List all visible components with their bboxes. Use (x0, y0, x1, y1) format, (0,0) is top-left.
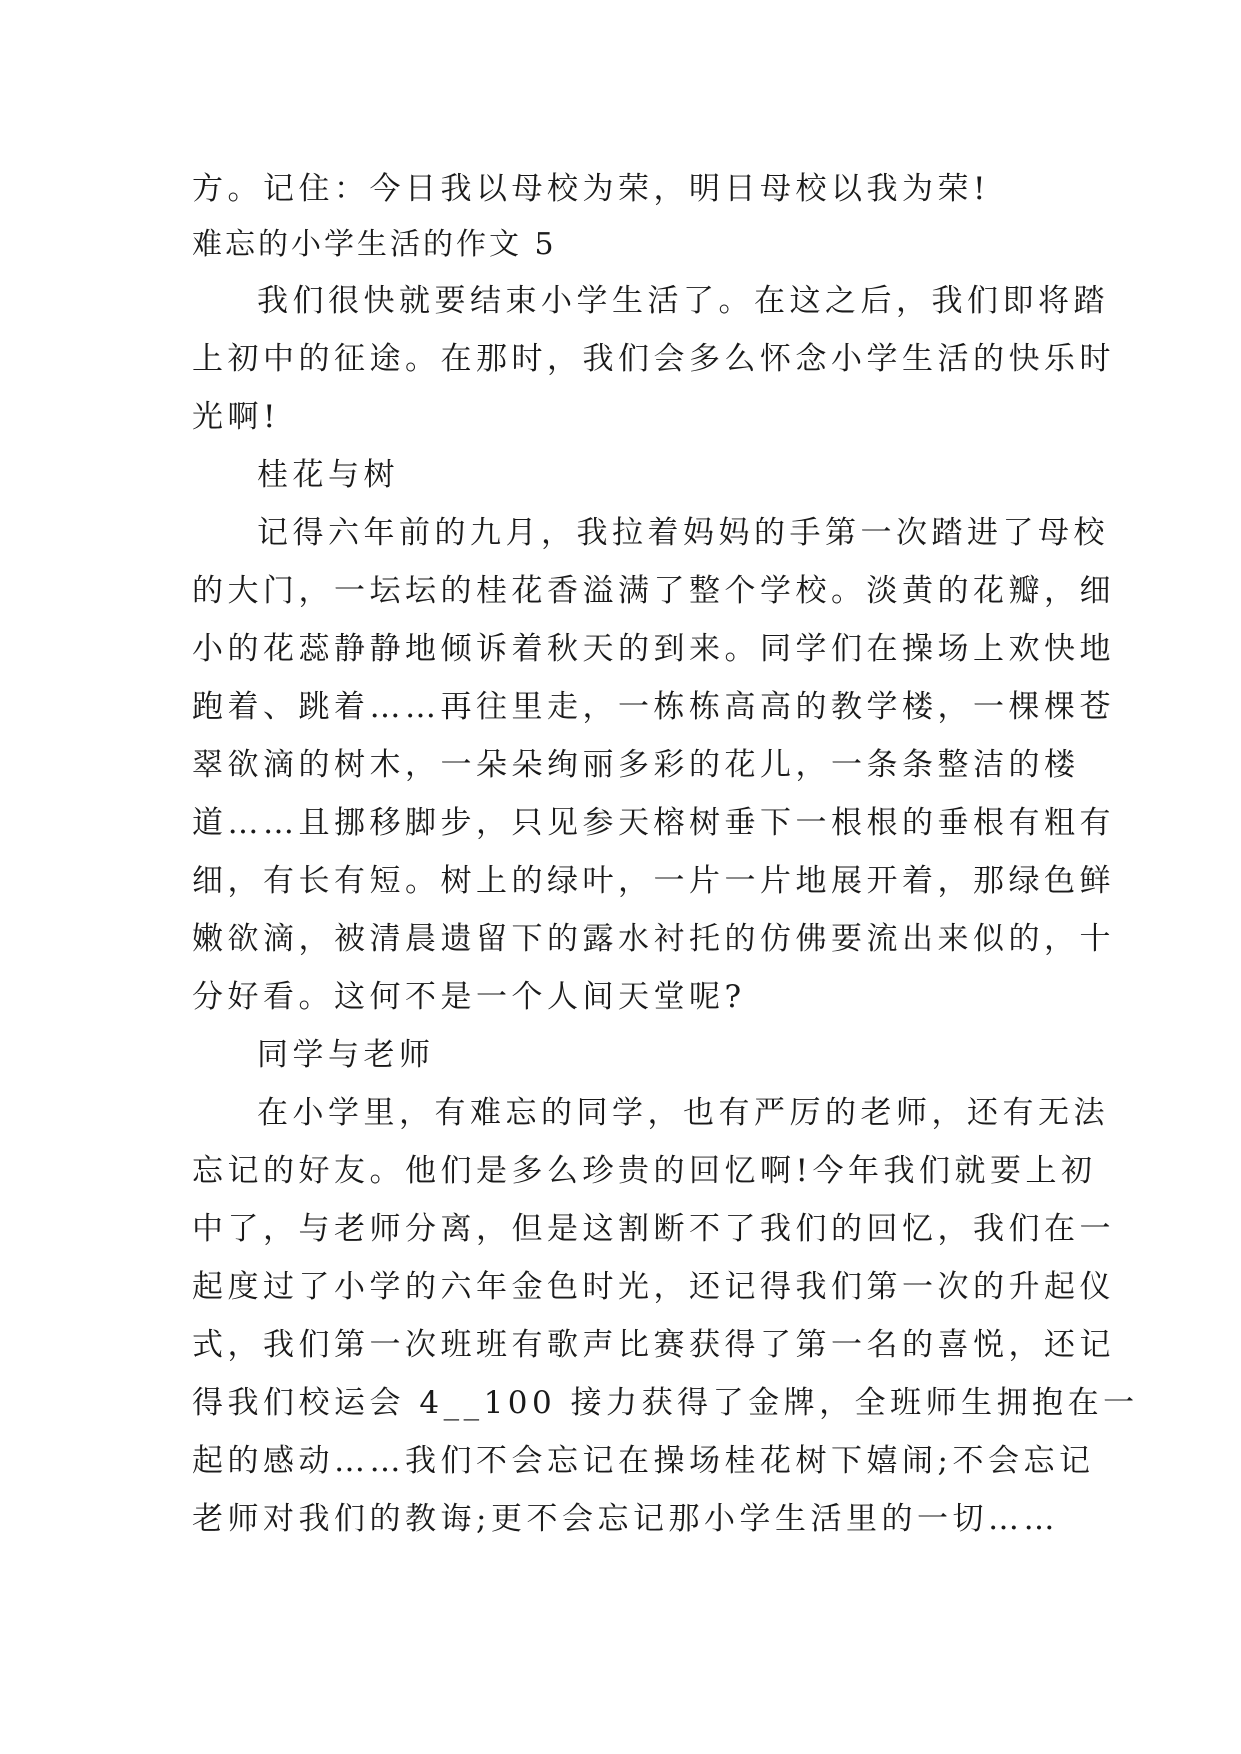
section-title: 难忘的小学生活的作文 5 (192, 227, 557, 262)
text-line: 式，我们第一次班班有歌声比赛获得了第一名的喜悦，还记 (192, 1327, 1115, 1363)
text-line: 忘记的好友。他们是多么珍贵的回忆啊!今年我们就要上初 (192, 1153, 1097, 1189)
text-line: 道……且挪移脚步，只见参天榕树垂下一根根的垂根有粗有 (192, 805, 1115, 841)
text-line: 嫩欲滴，被清晨遗留下的露水衬托的仿佛要流出来似的，十 (192, 921, 1115, 957)
text-line: 的大门，一坛坛的桂花香溢满了整个学校。淡黄的花瓣，细 (192, 573, 1115, 609)
paragraph-start: 我们很快就要结束小学生活了。在这之后，我们即将踏 (257, 283, 1109, 319)
paragraph-start: 记得六年前的九月，我拉着妈妈的手第一次踏进了母校 (257, 515, 1109, 551)
text-line: 起度过了小学的六年金色时光，还记得我们第一次的升起仪 (192, 1269, 1115, 1305)
text-line: 小的花蕊静静地倾诉着秋天的到来。同学们在操场上欢快地 (192, 631, 1115, 667)
text-line: 得我们校运会 4__100 接力获得了金牌，全班师生拥抱在一 (192, 1385, 1139, 1421)
text-line: 中了，与老师分离，但是这割断不了我们的回忆，我们在一 (192, 1211, 1115, 1247)
text-line: 上初中的征途。在那时，我们会多么怀念小学生活的快乐时 (192, 341, 1115, 377)
paragraph-start: 在小学里，有难忘的同学，也有严厉的老师，还有无法 (257, 1095, 1109, 1131)
document-page (192, 160, 1139, 1548)
text-line: 分好看。这何不是一个人间天堂呢? (192, 979, 746, 1015)
text-line: 翠欲滴的树木，一朵朵绚丽多彩的花儿，一条条整洁的楼 (192, 747, 1080, 783)
text-line: 老师对我们的教诲;更不会忘记那小学生活里的一切…… (192, 1501, 1059, 1537)
text-line: 光啊! (192, 399, 280, 435)
text-line: 起的感动……我们不会忘记在操场桂花树下嬉闹;不会忘记 (192, 1443, 1095, 1479)
text-line: 跑着、跳着……再往里走，一栋栋高高的教学楼，一棵棵苍 (192, 689, 1115, 725)
text-line: 方。记住：今日我以母校为荣，明日母校以我为荣! (192, 171, 990, 207)
subheading: 桂花与树 (257, 457, 399, 493)
text-line: 细，有长有短。树上的绿叶，一片一片地展开着，那绿色鲜 (192, 863, 1115, 899)
subheading: 同学与老师 (257, 1037, 435, 1073)
